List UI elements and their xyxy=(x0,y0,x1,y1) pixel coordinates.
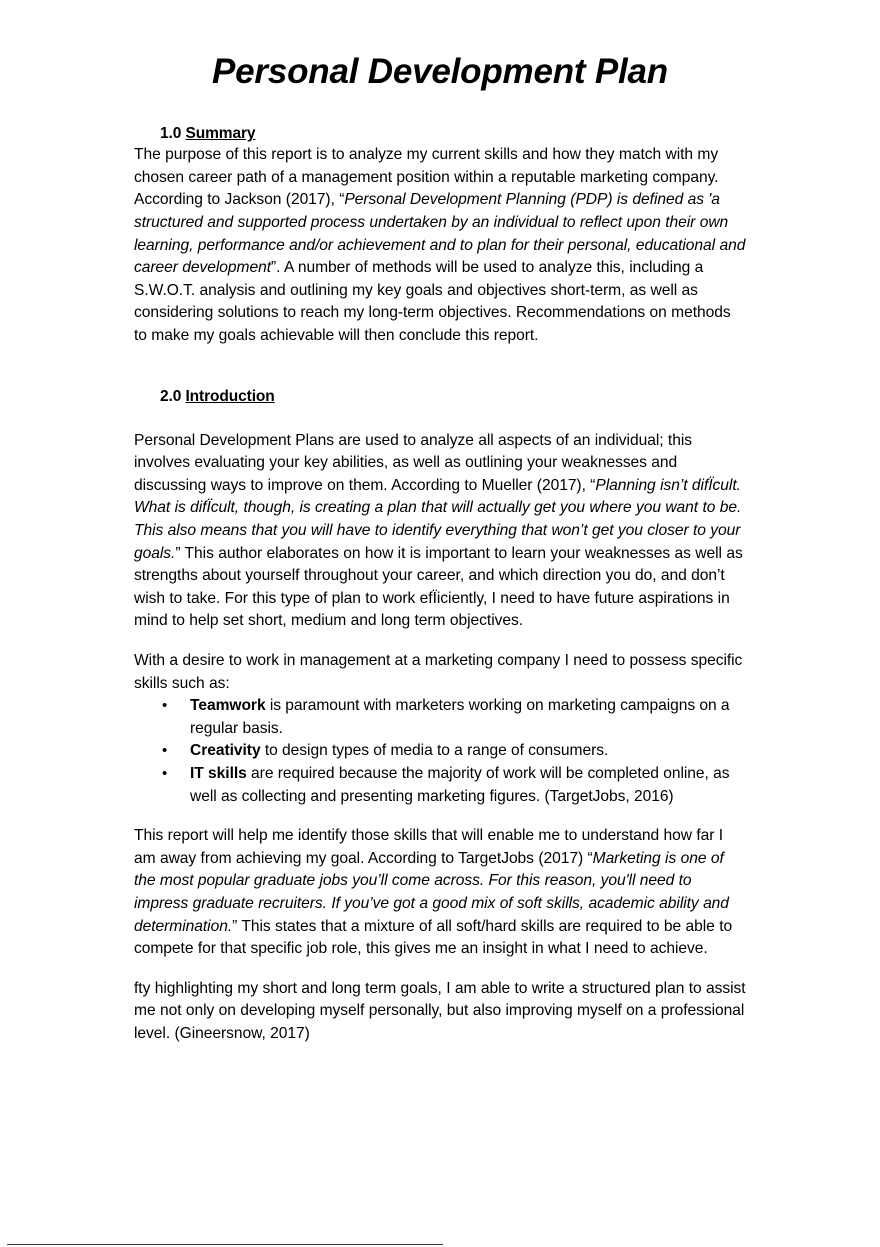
page-title: Personal Development Plan xyxy=(212,52,668,91)
jackson-quote: Personal Development Planning (PDP) is defined as 'a structured and supported process undertaken by an individual to reflect upon their own learning, performance and/or achievement and to plan for their personal, educational and career development xyxy=(134,191,746,277)
list-item-text: is paramount with marketers working on marketing campaigns on a regular basis. xyxy=(190,697,730,737)
heading-2-number: 2.0 xyxy=(160,388,182,406)
bullet-icon: • xyxy=(162,742,168,760)
mueller-quote: Planning isn’t difÏcult. What is difÏcult, though, is creating a plan that will actually get you where you want to be. This also means that you will have to identify everything that won’t get you closer to your goals. xyxy=(134,476,742,562)
spacer xyxy=(134,961,746,978)
bullet-icon: • xyxy=(162,697,168,715)
heading-2-label: Introduction xyxy=(185,388,275,406)
list-item xyxy=(134,695,746,740)
spacer xyxy=(134,347,746,387)
intro-paragraph-1 xyxy=(134,430,746,633)
summary-text-before-quote: The purpose of this report is to analyze my current skills and how they match with my chosen career path of a management position within a reputable marketing company. According to Jackson (2017), “ xyxy=(134,146,719,209)
list-item-text: are required because the majority of work will be completed online, as well as collecting and presenting marketing figures. (TargetJobs, 2016) xyxy=(190,764,730,805)
spacer xyxy=(134,408,746,430)
heading-1-summary xyxy=(160,124,746,144)
intro-paragraph-2: With a desire to work in management at a marketing company I need to possess specific skills such as: xyxy=(134,651,743,692)
spacer xyxy=(134,808,746,825)
heading-1-label: Summary xyxy=(185,125,256,142)
heading-2-introduction xyxy=(160,387,746,407)
list-item-lead: Creativity xyxy=(190,742,261,760)
document-body xyxy=(134,124,746,1045)
targetjobs-quote: Marketing is one of the most popular graduate jobs you’ll come across. For this reason, you'll need to impress graduate recruiters. If you’ve got a good mix of soft skills, academic ability and determination. xyxy=(134,849,729,935)
list-item xyxy=(134,740,746,763)
intro-p1-after-quote: ” This author elaborates on how it is important to learn your weaknesses as well as strengths about yourself throughout your career, and which direction you do, and don’t wish to take. For this type of plan to work efÏiciently, I need to have future aspirations in mind to help set short, medium and long term objectives. xyxy=(134,544,743,630)
list-item-lead: IT skills xyxy=(190,764,247,782)
skills-list xyxy=(134,695,746,808)
footer-divider xyxy=(7,1244,443,1245)
intro-paragraph-4: fty highlighting my short and long term goals, I am able to write a structured plan to assist me not only on developing myself personally, but also improving myself on a professional level. (Gineersnow, 2017) xyxy=(134,979,746,1042)
heading-1-number: 1.0 xyxy=(160,125,182,142)
summary-paragraph xyxy=(134,144,746,347)
list-item xyxy=(134,763,746,808)
list-item-lead: Teamwork xyxy=(190,697,266,715)
intro-p1-before-quote: Personal Development Plans are used to analyze all aspects of an individual; this involves evaluating your key abilities, as well as outlining your weaknesses and discussing ways to improve on them. According to Mueller (2017), “ xyxy=(134,431,692,494)
intro-p3-before-quote: This report will help me identify those skills that will enable me to understand how far I am away from achieving my goal. According to TargetJobs (2017) “ xyxy=(134,827,724,867)
spacer xyxy=(134,633,746,650)
summary-text-after-quote: ”. A number of methods will be used to analyze this, including a S.W.O.T. analysis and outlining my key goals and objectives short-term, as well as considering solutions to reach my long-term objectives. Recommendations on methods to make my goals achievable will then conclude this report. xyxy=(134,259,731,344)
list-item-text: to design types of media to a range of consumers. xyxy=(260,742,609,760)
bullet-icon: • xyxy=(162,764,168,782)
intro-p3-after-quote: ” This states that a mixture of all soft/hard skills are required to be able to compete for that specific job role, this gives me an insight in what I need to achieve. xyxy=(134,917,733,958)
intro-paragraph-3 xyxy=(134,825,746,961)
